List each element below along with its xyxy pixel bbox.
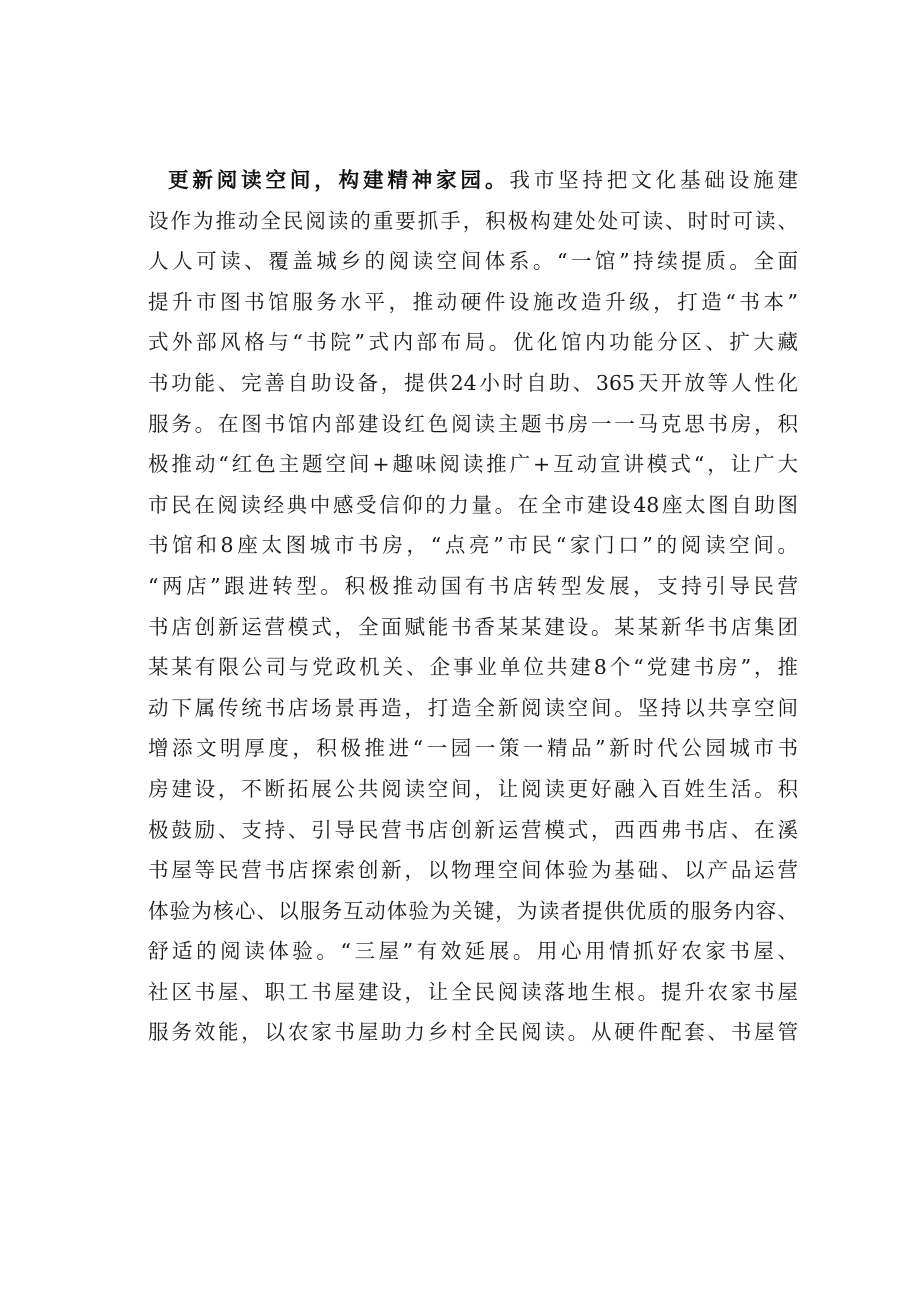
paragraph-line: 市民在阅读经典中感受信仰的力量。在全市建设48座太图自助图	[148, 492, 798, 517]
paragraph-line: 设作为推动全民阅读的重要抓手，积极构建处处可读、时时可读、	[148, 208, 798, 233]
paragraph-line: 提升市图书馆服务水平，推动硬件设施改造升级，打造“书本”	[148, 289, 798, 314]
paragraph-line: 体验为核心、以服务互动体验为关键，为读者提供优质的服务内容、	[148, 898, 798, 923]
paragraph-line: 书店创新运营模式，全面赋能书香某某建设。某某新华书店集团	[148, 614, 798, 639]
paragraph-line: 书馆和8座太图城市书房，“点亮”市民“家门口”的阅读空间。	[148, 533, 798, 558]
lead-phrase: 更新阅读空间，构建精神家园。	[168, 168, 510, 192]
paragraph-line: 舒适的阅读体验。“三屋”有效延展。用心用情抓好农家书屋、	[148, 939, 798, 964]
paragraph-line: 式外部风格与“书院”式内部布局。优化馆内功能分区、扩大藏	[148, 330, 798, 355]
paragraph-line: 社区书屋、职工书屋建设，让全民阅读落地生根。提升农家书屋	[148, 979, 798, 1004]
paragraph-line: 某某有限公司与党政机关、企事业单位共建8个“党建书房”，推	[148, 655, 798, 680]
paragraph-line-1	[148, 160, 798, 201]
paragraph-line: 人人可读、覆盖城乡的阅读空间体系。“一馆”持续提质。全面	[148, 249, 798, 274]
paragraph-line: 极鼓励、支持、引导民营书店创新运营模式，西西弗书店、在溪	[148, 817, 798, 842]
paragraph-line: 极推动“红色主题空间+趣味阅读推广+互动宣讲模式“，让广大	[148, 452, 798, 477]
paragraph-line: 服务效能，以农家书屋助力乡村全民阅读。从硬件配套、书屋管	[148, 1020, 798, 1045]
paragraph-line: 增添文明厚度，积极推进“一园一策一精品”新时代公园城市书	[148, 736, 798, 761]
paragraph-line: 书功能、完善自助设备，提供24小时自助、365天开放等人性化	[148, 370, 798, 395]
paragraph-line: 书屋等民营书店探索创新，以物理空间体验为基础、以产品运营	[148, 858, 798, 883]
paragraph-line-text: 我市坚持把文化基础设施建	[509, 168, 799, 192]
paragraph-line: 动下属传统书店场景再造，打造全新阅读空间。坚持以共享空间	[148, 695, 798, 720]
paragraph-line: 房建设，不断拓展公共阅读空间，让阅读更好融入百姓生活。积	[148, 776, 798, 801]
paragraph-line: 服务。在图书馆内部建设红色阅读主题书房一一马克思书房，积	[148, 411, 798, 436]
paragraph-line: “两店”跟进转型。积极推动国有书店转型发展，支持引导民营	[148, 573, 798, 598]
document-body	[148, 160, 798, 1053]
